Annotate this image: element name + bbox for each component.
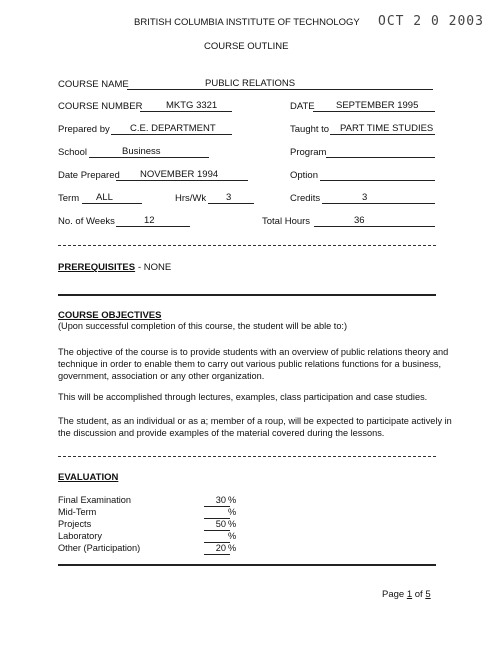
document-title: COURSE OUTLINE xyxy=(204,41,289,52)
taught-to-label: Taught to xyxy=(290,124,330,135)
hrs-wk-label: Hrs/Wk xyxy=(175,193,207,204)
evaluation-unit: % xyxy=(228,507,237,517)
date-value: SEPTEMBER 1995 xyxy=(336,100,419,111)
weeks-line xyxy=(116,226,190,227)
page-total: 5 xyxy=(425,589,431,600)
date-prepared-line xyxy=(116,180,248,181)
term-label: Term xyxy=(58,193,80,204)
term-line xyxy=(82,203,142,204)
evaluation-label: Mid-Term xyxy=(58,507,97,517)
page-indicator xyxy=(382,589,431,600)
evaluation-value: 50 xyxy=(215,519,226,529)
total-hours-line xyxy=(314,226,435,227)
objectives-paragraph: The objective of the course is to provide students with an overview of public relations theory and technique in order to enable them to carry out various public relations functions for a business, government, association or any other organization. xyxy=(58,347,449,381)
evaluation-row xyxy=(58,519,258,531)
credits-label: Credits xyxy=(290,193,321,204)
evaluation-unit: % xyxy=(228,531,237,541)
evaluation-label: Laboratory xyxy=(58,531,102,541)
weeks-label: No. of Weeks xyxy=(58,216,115,227)
prepared-by-line xyxy=(111,134,232,135)
course-number-line xyxy=(140,111,232,112)
page-of-label: of xyxy=(414,589,423,600)
taught-to-line xyxy=(330,134,435,135)
evaluation-row xyxy=(58,507,258,519)
prerequisites-text: - NONE xyxy=(138,262,172,273)
evaluation-label: Final Examination xyxy=(58,495,132,505)
evaluation-row xyxy=(58,543,258,555)
evaluation-unit: % xyxy=(228,543,237,553)
objectives-subheading: (Upon successful completion of this course, the student will be able to:) xyxy=(58,321,348,331)
prerequisites-heading: PREREQUISITES xyxy=(58,262,136,273)
evaluation-label: Other (Participation) xyxy=(58,543,141,553)
institution-name: BRITISH COLUMBIA INSTITUTE OF TECHNOLOGY xyxy=(134,17,360,28)
objectives-paragraph: The student, as an individual or as a; member of a roup, will be expected to participate actively in the discussion and provide examples of the material covered during the lessons. xyxy=(58,416,452,438)
date-prepared-label: Date Prepared xyxy=(58,170,120,181)
total-hours-value: 36 xyxy=(354,215,365,226)
credits-value: 3 xyxy=(362,192,368,203)
term-value: ALL xyxy=(96,192,113,203)
course-name-label: COURSE NAME xyxy=(58,79,129,90)
option-line xyxy=(320,180,435,181)
course-name-value: PUBLIC RELATIONS xyxy=(205,78,296,89)
course-number-value: MKTG 3321 xyxy=(166,100,218,111)
taught-to-value: PART TIME STUDIES xyxy=(340,123,434,134)
evaluation-value: 20 xyxy=(215,543,226,553)
hrs-wk-line xyxy=(208,203,254,204)
section-divider xyxy=(58,564,436,566)
section-divider xyxy=(58,294,436,296)
date-line xyxy=(313,111,435,112)
evaluation-unit: % xyxy=(228,495,237,505)
credits-line xyxy=(322,203,435,204)
page-label: Page xyxy=(382,589,405,600)
total-hours-label: Total Hours xyxy=(262,216,311,227)
objectives-paragraph: This will be accomplished through lectures, examples, class participation and case studies. xyxy=(58,392,428,402)
course-name-line xyxy=(127,89,433,90)
section-divider xyxy=(58,456,436,457)
hrs-wk-value: 3 xyxy=(226,192,232,203)
evaluation-unit: % xyxy=(228,519,237,529)
school-label: School xyxy=(58,147,88,158)
evaluation-value: 30 xyxy=(215,495,226,505)
evaluation-heading: EVALUATION xyxy=(58,472,119,483)
weeks-value: 12 xyxy=(144,215,155,226)
evaluation-row xyxy=(58,531,258,543)
date-received-stamp: OCT 2 0 2003 xyxy=(378,14,484,29)
school-line xyxy=(89,157,209,158)
prepared-by-label: Prepared by xyxy=(58,124,110,135)
school-value: Business xyxy=(122,146,161,157)
course-number-label: COURSE NUMBER xyxy=(58,101,143,112)
date-label: DATE xyxy=(290,101,315,112)
evaluation-row xyxy=(58,495,258,507)
objectives-heading: COURSE OBJECTIVES xyxy=(58,310,162,321)
evaluation-label: Projects xyxy=(58,519,92,529)
page-number: 1 xyxy=(406,589,413,600)
program-line xyxy=(326,157,435,158)
section-divider xyxy=(58,245,436,246)
program-label: Program xyxy=(290,147,327,158)
option-label: Option xyxy=(290,170,318,181)
prepared-by-value: C.E. DEPARTMENT xyxy=(130,123,216,134)
evaluation-line xyxy=(204,554,230,555)
date-prepared-value: NOVEMBER 1994 xyxy=(140,169,219,180)
